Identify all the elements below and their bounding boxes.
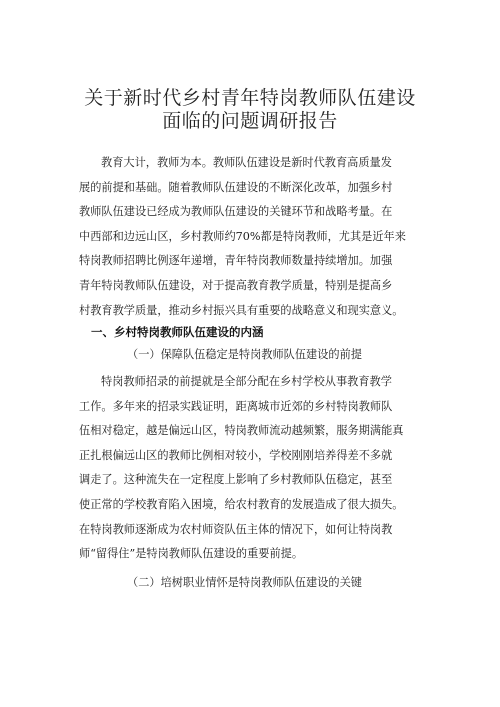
- document-title-line-1: 关于新时代乡村青年特岗教师队伍建设: [84, 87, 416, 109]
- body-line: 特岗教师招录的前提就是全部分配在乡村学校从事教育教学: [101, 375, 392, 388]
- body-line: 使正常的学校教育陷入困境，给农村教育的发展造成了很大损失。: [79, 497, 404, 511]
- body-line: 在特岗教师逐渐成为农村师资队伍主体的情况下，如何让特岗教: [79, 522, 393, 536]
- intro-line: 展的前提和基础。随着教师队伍建设的不断深化改革，加强乡村: [79, 180, 393, 194]
- body-line: 工作。多年来的招录实践证明，距离城市近郊的乡村特岗教师队: [79, 399, 393, 413]
- section-heading: 一、乡村特岗教师队伍建设的内涵: [91, 325, 264, 339]
- intro-line: 教师队伍建设已经成为教师队伍建设的关键环节和战略考量。在: [79, 205, 393, 219]
- intro-line: 青年特岗教师队伍建设，对于提高教育教学质量，特别是提高乡: [79, 278, 393, 292]
- subsection-paragraph: [79, 370, 439, 567]
- intro-line: 特岗教师招聘比例逐年递增，青年特岗教师数量持续增加。加强: [79, 254, 393, 268]
- subsection-heading: （二）培树职业情怀是特岗教师队伍建设的关键: [127, 576, 362, 589]
- body-line: 伍相对稳定，越是偏远山区，特岗教师流动越频繁，服务期满能真: [79, 424, 404, 438]
- intro-line: 中西部和边远山区，乡村教师约70%都是特岗教师，尤其是近年来: [79, 229, 406, 243]
- intro-line: 村教育教学质量，推动乡村振兴具有重要的战略意义和现实意义。: [79, 303, 404, 317]
- document-title-line-2: 面临的问题调研报告: [162, 110, 338, 132]
- body-line: 师“留得住”是特岗教师队伍建设的重要前提。: [79, 547, 304, 561]
- body-line: 调走了。这种流失在一定程度上影响了乡村教师队伍稳定，甚至: [79, 473, 393, 487]
- subsection-heading: （一）保障队伍稳定是特岗教师队伍建设的前提: [127, 348, 362, 361]
- body-line: 正扎根偏远山区的教师比例相对较小，学校刚刚培养得差不多就: [79, 448, 393, 462]
- intro-line: 教育大计，教师为本。教师队伍建设是新时代教育高质量发: [101, 156, 392, 169]
- intro-paragraph: [79, 151, 439, 323]
